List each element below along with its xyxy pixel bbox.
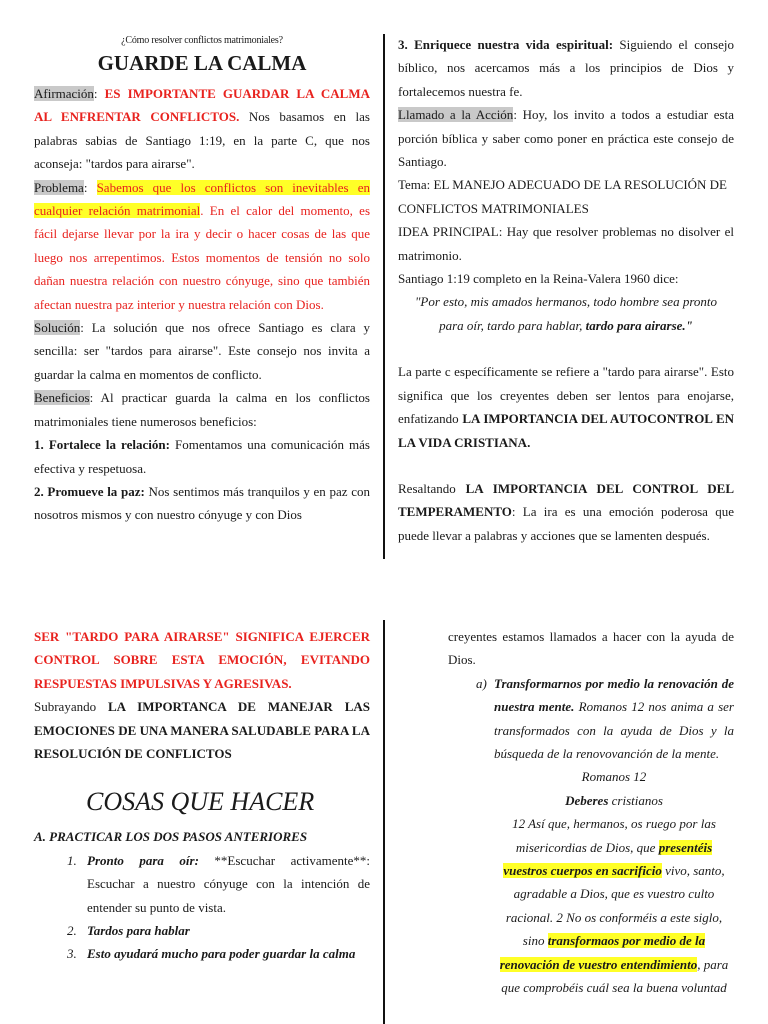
santiago-paragraph: Santiago 1:19 completo en la Reina-Valera 1960 dice:: [398, 271, 679, 287]
problema-red: . En el calor del momento, es fácil dejarse llevar por la ira y decir o hacer cosas de las que luego nos arrepentimos. Estos momentos de tensión no solo dañan nuestra relación con nuestro cónyuge, sino que también afectan nuestra paz interior y nuestra relación con Dios.: [34, 203, 370, 312]
verse-text-1: 12 Así que, hermanos, os ruego por las misericordias de Dios, que: [512, 816, 716, 855]
list-item: [67, 849, 370, 919]
problema-paragraph: Problema: Sabemos que los conflictos son inevitables en cualquier relación matrimonial. En el calor del momento, es fácil dejarse llevar por la ira y decir o hacer cosas de las que luego nos arrepentimos. Estos momentos de tensión no solo dañan nuestra relación con nuestro cónyuge, sino que también afectan nuestra paz interior y nuestra relación con Dios.: [34, 179, 370, 312]
resaltando-paragraph: [398, 477, 734, 547]
llamado-label: Llamado a la Acción: [398, 107, 514, 123]
quote-text: "Por esto, mis amados hermanos, todo hombre sea pronto para oír, tardo para hablar,: [414, 294, 718, 333]
item-a-text: [494, 672, 734, 766]
romanos-passage: [398, 765, 734, 999]
page2-column-divider: [383, 620, 385, 1024]
llamado-text: : Hoy, los invito a todos a estudiar esta porción bíblica y saber como poner en práctica este consejo de Santiago.: [398, 107, 734, 170]
quote-bold: tardo para airarse.": [585, 317, 693, 333]
creyentes-continuation: creyentes estamos llamados a hacer con la ayuda de Dios.: [448, 629, 734, 668]
item-a: [398, 672, 734, 766]
list-item-number: 3.: [67, 946, 77, 962]
beneficio-1: [34, 433, 370, 480]
beneficio-2-bold: 2. Promueve la paz:: [34, 483, 145, 499]
steps-list: [67, 849, 370, 966]
list-item: [67, 942, 370, 965]
solucion-label: Solución: [34, 320, 81, 336]
parte-c-paragraph: [398, 360, 734, 454]
deberes-rest: cristianos: [608, 792, 663, 808]
romanos-title: Romanos 12: [581, 769, 647, 785]
tema-paragraph: Tema: EL MANEJO ADECUADO DE LA RESOLUCIÓN DE CONFLICTOS MATRIMONIALES: [398, 177, 727, 216]
list-item-number: 2.: [67, 923, 77, 939]
resaltando-bold: LA IMPORTANCIA DEL CONTROL DEL TEMPERAMENTO: [398, 480, 734, 520]
beneficio-2: [34, 480, 370, 527]
list-item-number: 1.: [67, 852, 77, 868]
afirmacion-paragraph: Afirmación: ES IMPORTANTE GUARDAR LA CALMA AL ENFRENTAR CONFLICTOS. Nos basamos en las palabras sabias de Santiago 1:19, en la parte C, que nos aconseja: "tardos para airarse".: [34, 86, 370, 172]
verse-text-2: vivo, santo, agradable a Dios, que es vuestro culto racional. 2 No os conforméis a este siglo, sino: [505, 863, 725, 949]
verse-highlight-1: presentéis vuestros cuerpos en sacrificio: [503, 839, 713, 879]
verse-text-3: , para que comprobéis cuál sea la buena voluntad: [501, 956, 729, 996]
list-item-bold: Esto ayudará mucho para poder guardar la calma: [87, 946, 356, 962]
resaltando-text: : La ira es una emoción poderosa que puede llevar a palabras y acciones que se lamenten después.: [398, 504, 734, 543]
page1-column-divider: [383, 34, 385, 559]
solucion-text: : La solución que nos ofrece Santiago es clara y sencilla: ser "tardos para airarse". Este consejo nos invita a guardar la calma en momentos de conflicto.: [34, 320, 370, 382]
spacer: [398, 337, 734, 360]
llamado-paragraph: [398, 103, 734, 173]
santiago-quote: [398, 290, 734, 337]
parte-c-text: La parte c específicamente se refiere a "tardo para airarse". Esto significa que los creyentes deben ser lentos para enojarse, enfatizando: [398, 364, 734, 427]
verse-highlight-2: transformaos por medio de la renovación de vuestro entendimiento: [499, 933, 706, 972]
enriquece-bold: 3. Enriquece nuestra vida espiritual:: [398, 37, 614, 52]
cosas-heading: COSAS QUE HACER: [86, 787, 315, 817]
page2-right-column: [398, 625, 734, 1000]
afirmacion-text: Nos basamos en las palabras sabias de Santiago 1:19, en la parte C, que nos aconseja: "tardos para airarse".: [34, 109, 370, 172]
page1-left-column: [34, 34, 370, 527]
item-a-label: a): [476, 675, 487, 691]
subrayando-bold: LA IMPORTANCA DE MANEJAR LAS EMOCIONES DE UNA MANERA SALUDABLE PARA LA RESOLUCIÓN DE CONFLICTOS: [34, 699, 370, 762]
beneficio-1-text: Fomentamos una comunicación más efectiva y respetuosa.: [34, 437, 370, 476]
list-item-text: **Escuchar activamente**: Escuchar a nuestro cónyuge con la intención de entender su punto de vista.: [87, 852, 370, 915]
problema-label: Problema: [34, 179, 84, 195]
tardo-red-paragraph: SER "TARDO PARA AIRARSE" SIGNIFICA EJERCER CONTROL SOBRE ESTA EMOCIÓN, EVITANDO RESPUESTAS IMPULSIVAS Y AGRESIVAS.: [34, 629, 370, 691]
page1-right-column: [398, 33, 734, 547]
beneficios-text: : Al practicar guarda la calma en los conflictos matrimoniales tiene numerosos beneficios:: [34, 390, 370, 429]
parte-c-bold: LA IMPORTANCIA DEL AUTOCONTROL EN LA VIDA CRISTIANA.: [398, 411, 734, 450]
subrayando-paragraph: [34, 695, 370, 765]
idea-paragraph: IDEA PRINCIPAL: Hay que resolver problemas no disolver el matrimonio.: [398, 224, 734, 263]
beneficio-1-bold: 1. Fortalece la relación:: [34, 437, 170, 453]
doc-subtitle: ¿Cómo resolver conflictos matrimoniales?: [121, 35, 283, 46]
enriquece-text: Siguiendo el consejo bíblico, nos acercamos más a los principios de Dios y fortalecemos nuestra fe.: [398, 37, 734, 99]
subrayando-lead: Subrayando: [34, 699, 108, 715]
page2-left-column: [34, 625, 370, 966]
afirmacion-label: Afirmación: [34, 86, 94, 101]
beneficios-label: Beneficios: [34, 390, 90, 406]
deberes-bold: Deberes: [565, 792, 609, 808]
section-a-heading: A. PRACTICAR LOS DOS PASOS ANTERIORES: [34, 829, 308, 845]
beneficios-paragraph: [34, 386, 370, 433]
romanos-verses: [494, 812, 734, 999]
list-item-bold: Pronto para oír:: [87, 852, 199, 868]
solucion-paragraph: [34, 316, 370, 386]
list-item-bold: Tardos para hablar: [87, 923, 190, 939]
afirmacion-red: ES IMPORTANTE GUARDAR LA CALMA AL ENFRENTAR CONFLICTOS.: [34, 86, 370, 125]
deberes-heading: [494, 789, 734, 812]
problema-highlight: Sabemos que los conflictos son inevitables en cualquier relación matrimonial: [34, 179, 370, 219]
beneficio-2-text: Nos sentimos más tranquilos y en paz con nosotros mismos y con nuestro cónyuge y con Dios: [34, 483, 370, 523]
enriquece-paragraph: [398, 33, 734, 103]
doc-title: GUARDE LA CALMA: [97, 51, 307, 75]
resaltando-lead: Resaltando: [398, 480, 466, 496]
item-a-bold: Transformarnos por medio la renovación de nuestra mente.: [494, 675, 734, 715]
list-item: [67, 919, 370, 942]
spacer: [398, 454, 734, 477]
item-a-body: Romanos 12 nos anima a ser transformados con la ayuda de Dios y la búsqueda de la renovovanción de la mente.: [494, 699, 734, 762]
